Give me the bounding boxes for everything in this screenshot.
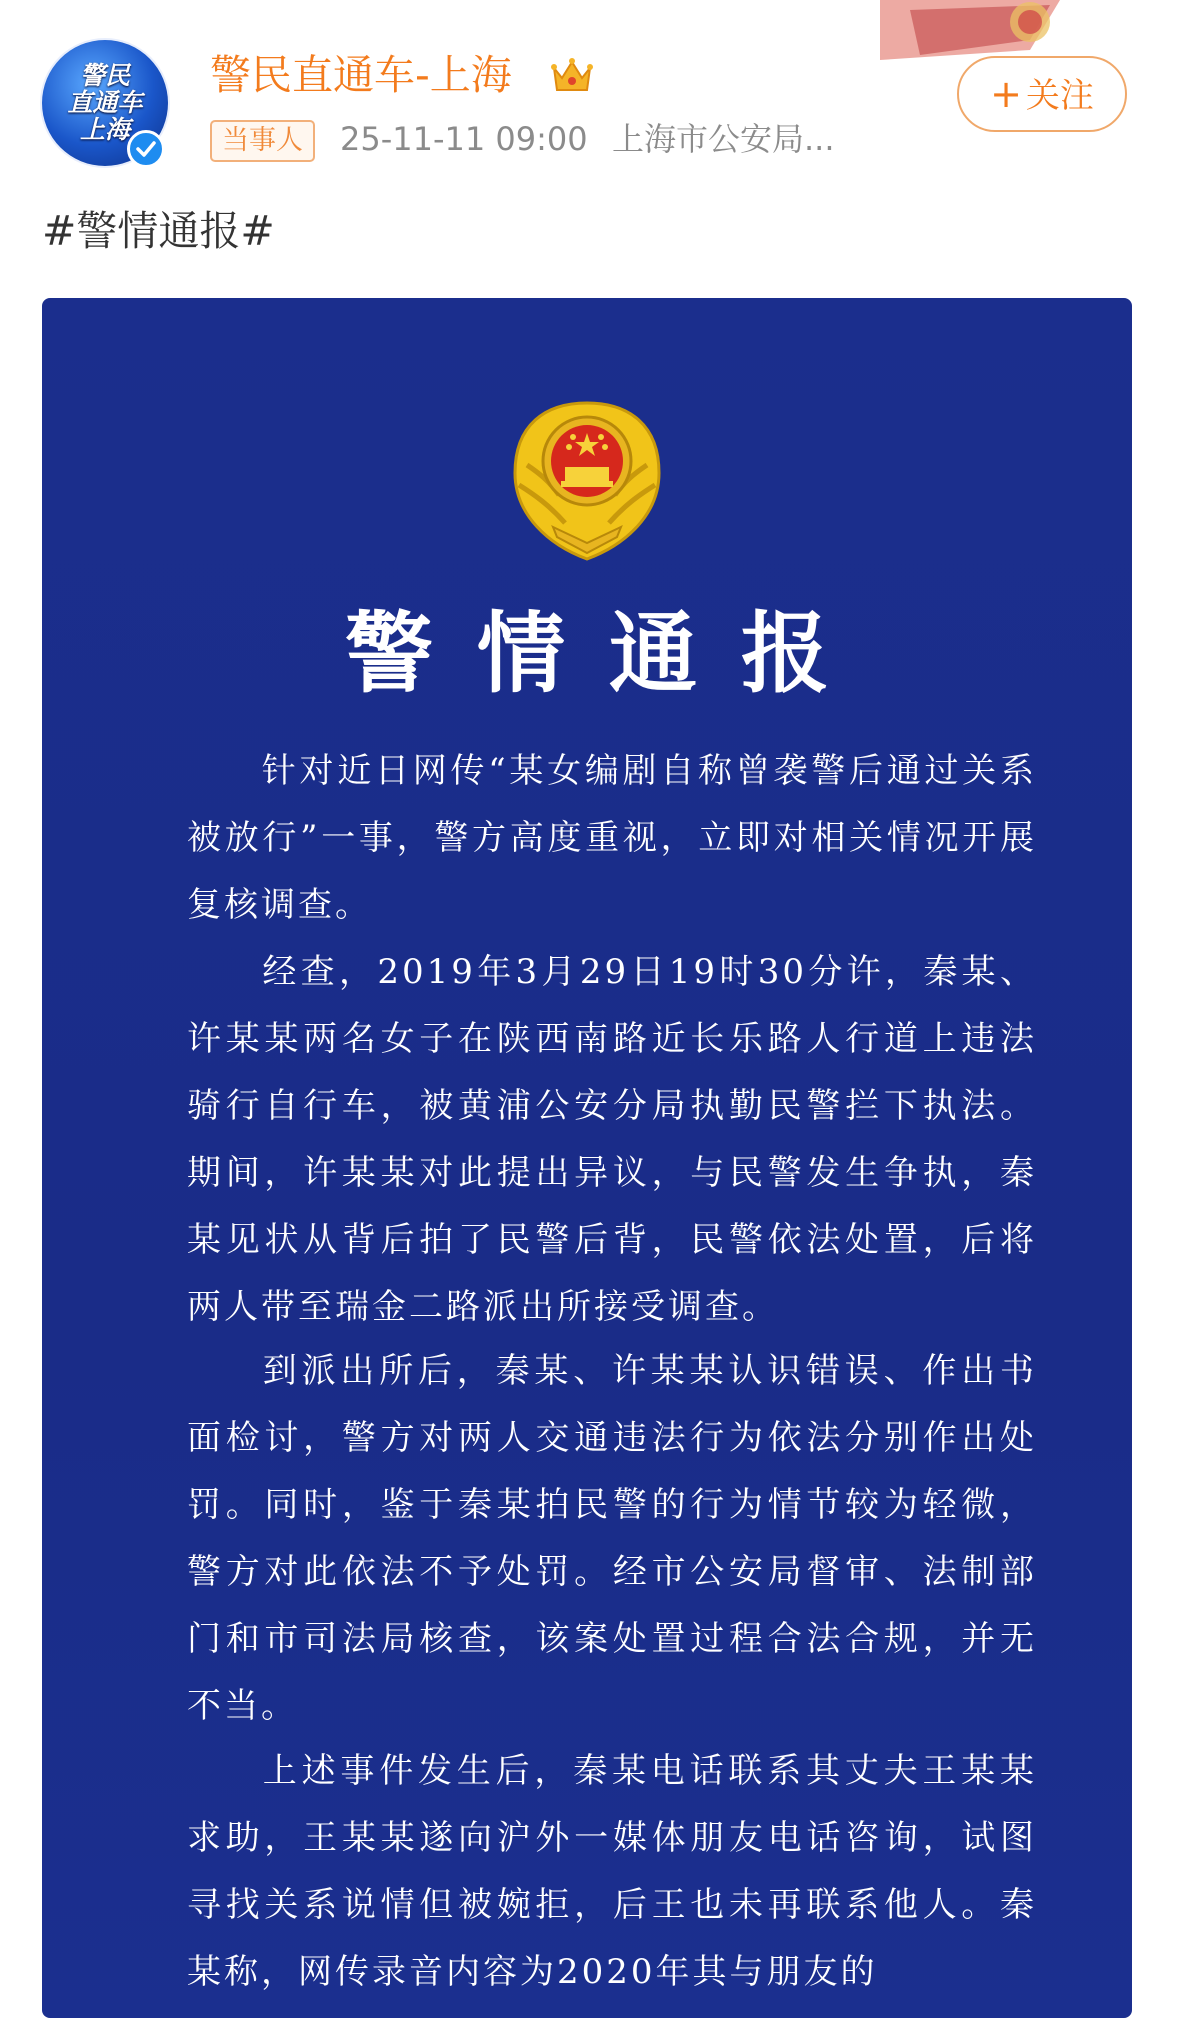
notice-paragraph: 到派出所后，秦某、许某某认识错误、作出书面检讨，警方对两人交通违法行为依法分别作出处罚。同时，鉴于秦某拍民警的行为情节较为轻微，警方对此依法不予处罚。经市公安局督审、法制部门和市司法局核查，该案处置过程合法合规，并无不当。 — [187, 1351, 1037, 1726]
follow-button[interactable] — [957, 56, 1127, 132]
post-source[interactable]: 上海市公安局... — [612, 120, 835, 158]
crown-icon — [550, 54, 594, 96]
notice-paragraph: 针对近日网传“某女编剧自称曾袭警后通过关系被放行”一事，警方高度重视，立即对相关情况开展复核调查。 — [187, 751, 1037, 925]
notice-paragraph: 上述事件发生后，秦某电话联系其丈夫王某某求助，王某某遂向沪外一媒体朋友电话咨询，试图寻找关系说情但被婉拒，后王也未再联系他人。秦某称，网传录音内容为2020年其与朋友的 — [187, 1751, 1037, 1992]
avatar-text: 警民 直通车 上海 — [67, 61, 143, 144]
post-header — [0, 0, 1179, 190]
follow-label: 关注 — [1025, 76, 1094, 116]
notice-paragraph: 经查，2019年3月29日19时30分许，秦某、许某某两名女子在陕西南路近长乐路人行道上违法骑行自行车，被黄浦公安分局执勤民警拦下执法。期间，许某某对此提出异议，与民警发生争执，秦某见状从背后拍了民警后背，民警依法处置，后将两人带至瑞金二路派出所接受调查。 — [187, 952, 1037, 1327]
verified-badge-icon — [127, 130, 165, 168]
notice-title: 警情通报 — [344, 601, 873, 705]
hashtag-link[interactable]: #警情通报# — [42, 207, 275, 255]
role-badge: 当事人 — [210, 120, 315, 162]
notice-image[interactable] — [42, 298, 1132, 2018]
police-emblem-icon — [505, 395, 669, 565]
account-name[interactable]: 警民直通车-上海 — [210, 51, 512, 99]
plus-icon: + — [990, 72, 1022, 116]
post-time: 25-11-11 09:00 — [340, 120, 588, 158]
